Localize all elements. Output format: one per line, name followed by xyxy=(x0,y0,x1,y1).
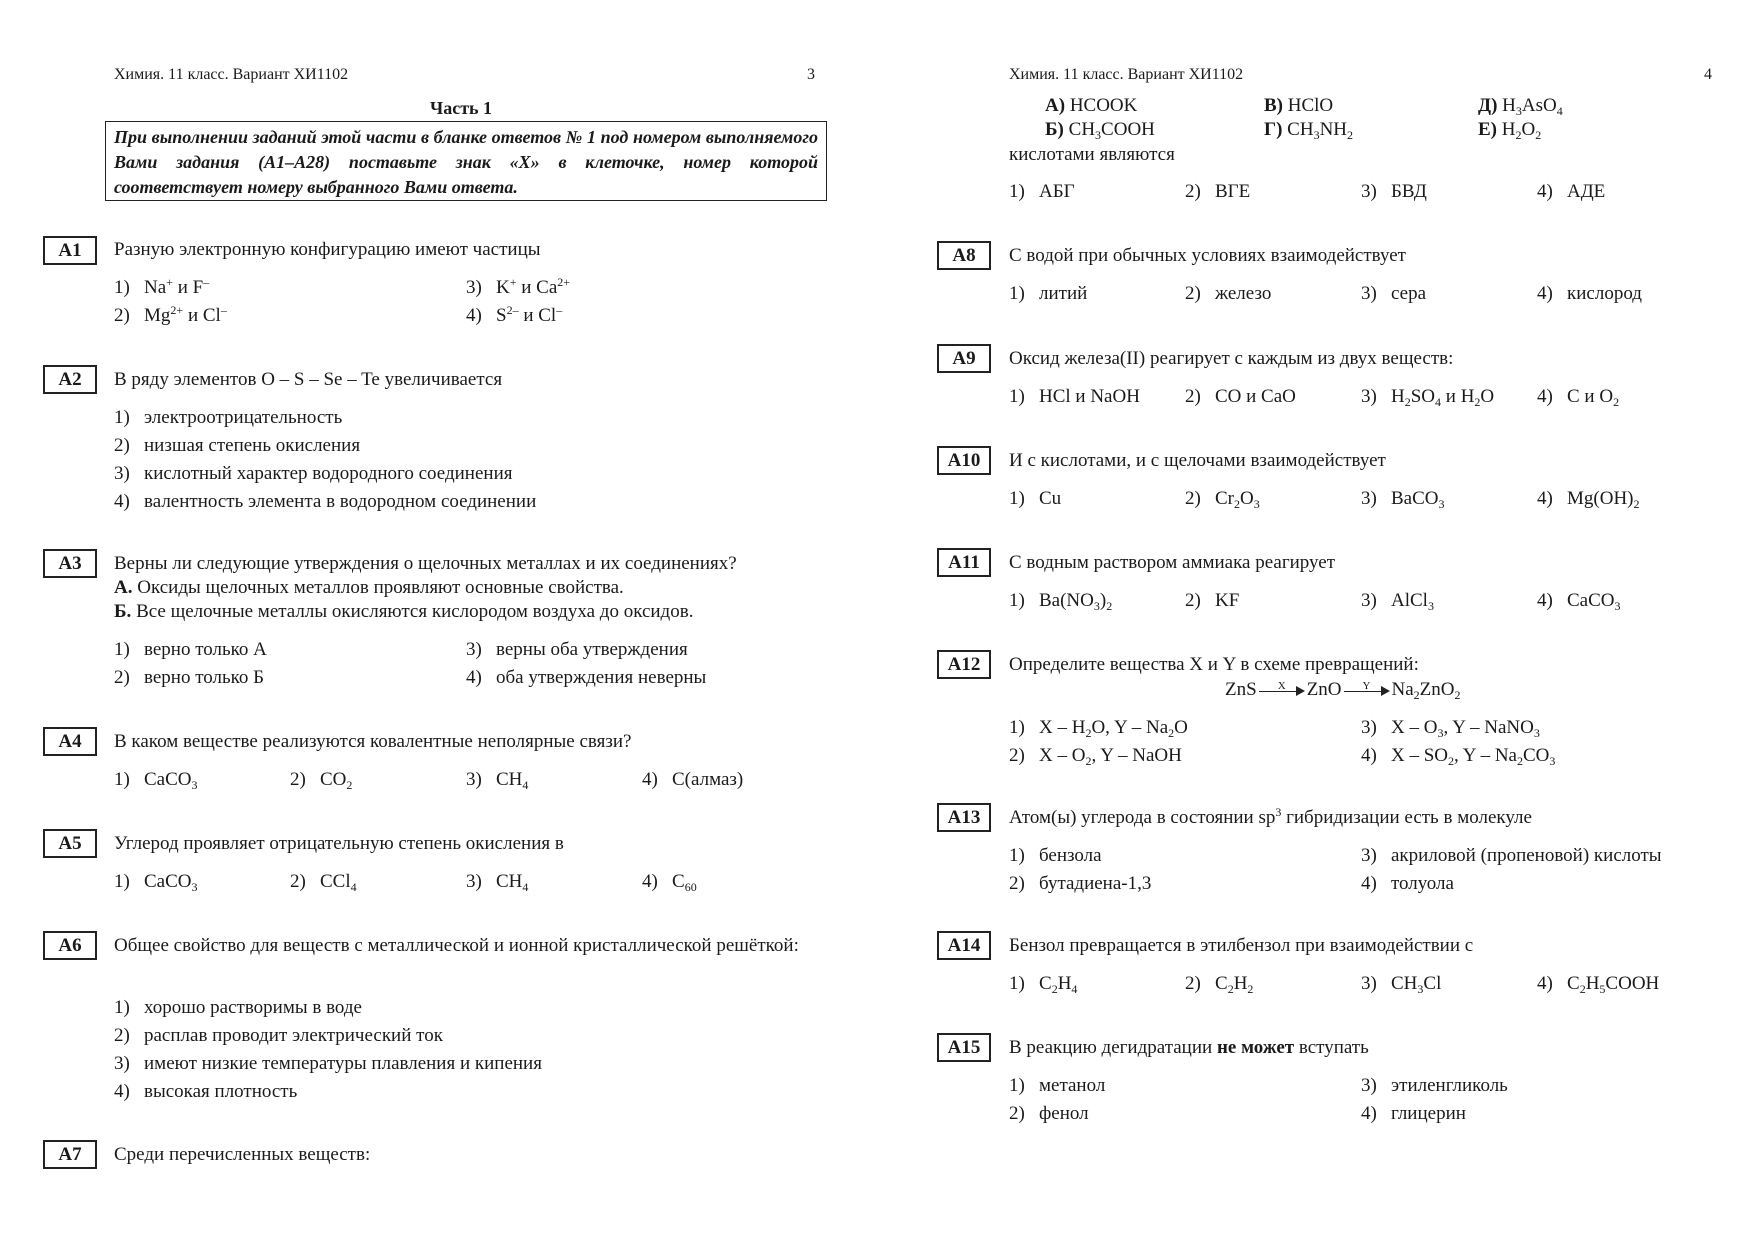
option-a7-3[interactable]: 3) БВД xyxy=(1361,181,1427,202)
option-a15-4[interactable]: 4) глицерин xyxy=(1361,1103,1466,1124)
option-a5-2[interactable]: 2) CCl$_4$ xyxy=(290,871,357,894)
option-a3-1[interactable]: 1) верно только А xyxy=(114,639,267,660)
option-a15-1[interactable]: 1) метанол xyxy=(1009,1075,1106,1096)
arrow-y: Y xyxy=(1344,685,1390,697)
question-tag-a15: А15 xyxy=(937,1033,991,1062)
question-text-a15: В реакцию дегидратации не может вступать xyxy=(1009,1037,1369,1058)
option-a12-4[interactable]: 4) X – $SO_2$, Y – $Na_2CO_3$ xyxy=(1361,745,1556,768)
option-a5-1[interactable]: 1) CaCO$_3$ xyxy=(114,871,198,894)
page-number: 4 xyxy=(1704,66,1712,83)
option-a3-4[interactable]: 4) оба утверждения неверны xyxy=(466,667,707,688)
page-header: Химия. 11 класс. Вариант ХИ1102 xyxy=(1009,66,1244,83)
question-text-a2: В ряду элементов O – S – Se – Te увеличивается xyxy=(114,369,503,390)
question-tag-a9: А9 xyxy=(937,344,991,373)
option-a8-1[interactable]: 1) литий xyxy=(1009,283,1088,304)
statement-b: Б. Все щелочные металлы окисляются кислородом воздуха до оксидов. xyxy=(114,601,694,622)
option-a10-4[interactable]: 4) $Mg(OH)_2$ xyxy=(1537,488,1640,511)
question-text-a13: Атом(ы) углерода в состоянии $sp^3$ гибридизации есть в молекуле xyxy=(1009,805,1532,828)
option-a1-4[interactable]: 4) $S^{2-}$ и Cl– xyxy=(466,303,563,326)
option-a15-3[interactable]: 3) этиленгликоль xyxy=(1361,1075,1508,1096)
option-a11-2[interactable]: 2) KF xyxy=(1185,590,1240,611)
part-title: Часть 1 xyxy=(430,98,493,118)
option-a2-1[interactable]: 1) электроотрицательность xyxy=(114,407,343,428)
option-a6-3[interactable]: 3) имеют низкие температуры плавления и кипения xyxy=(114,1053,542,1074)
question-tag-a13: А13 xyxy=(937,803,991,832)
question-tag-a1: А1 xyxy=(43,236,97,265)
option-a4-2[interactable]: 2) $CO_2$ xyxy=(290,769,353,792)
question-tag-a14: А14 xyxy=(937,931,991,960)
option-a7-2[interactable]: 2) ВГЕ xyxy=(1185,181,1251,202)
option-a6-4[interactable]: 4) высокая плотность xyxy=(114,1081,298,1102)
option-a12-2[interactable]: 2) X – $O_2$, Y – NaOH xyxy=(1009,745,1182,768)
option-a14-1[interactable]: 1) $C_2H_4$ xyxy=(1009,973,1078,996)
question-text-a7: Среди перечисленных веществ: xyxy=(114,1144,371,1165)
substance-e: Е) $H_2O_2$ xyxy=(1478,119,1542,142)
option-a6-2[interactable]: 2) расплав проводит электрический ток xyxy=(114,1025,443,1046)
question-tag-a10: А10 xyxy=(937,446,991,475)
question-tag-a2: А2 xyxy=(43,365,97,394)
option-a4-3[interactable]: 3) $CH_4$ xyxy=(466,769,529,792)
option-a7-4[interactable]: 4) АДЕ xyxy=(1537,181,1606,202)
question-text-a14: Бензол превращается в этилбензол при взаимодействии с xyxy=(1009,935,1474,956)
option-a13-4[interactable]: 4) толуола xyxy=(1361,873,1454,894)
option-a2-4[interactable]: 4) валентность элемента в водородном соединении xyxy=(114,491,537,512)
question-tag-a11: А11 xyxy=(937,548,991,577)
option-a9-4[interactable]: 4) C и $O_2$ xyxy=(1537,386,1620,409)
option-a13-3[interactable]: 3) акриловой (пропеновой) кислоты xyxy=(1361,845,1662,866)
option-a13-2[interactable]: 2) бутадиена-1,3 xyxy=(1009,873,1152,894)
question-tag-a7: А7 xyxy=(43,1140,97,1169)
option-a1-2[interactable]: 2) $Mg^{2+}$ и Cl– xyxy=(114,303,227,326)
question-tag-a4: А4 xyxy=(43,727,97,756)
option-a14-3[interactable]: 3) $CH_3Cl$ xyxy=(1361,973,1442,996)
option-a14-4[interactable]: 4) $C_2H_5COOH$ xyxy=(1537,973,1660,996)
question-text-a10: И с кислотами, и с щелочами взаимодействует xyxy=(1009,450,1386,471)
question-text-a1: Разную электронную конфигурацию имеют частицы xyxy=(114,239,541,260)
question-tag-a8: А8 xyxy=(937,241,991,270)
substance-a: А) HCOOK xyxy=(1045,95,1138,116)
option-a14-2[interactable]: 2) $C_2H_2$ xyxy=(1185,973,1254,996)
option-a1-1[interactable]: 1) Na+ и F– xyxy=(114,275,210,298)
question-text-a12: Определите вещества X и Y в схеме превращений: xyxy=(1009,654,1419,675)
substance-d: Д) $H_3AsO_4$ xyxy=(1478,95,1563,118)
option-a11-3[interactable]: 3) AlCl$_3$ xyxy=(1361,590,1434,613)
instruction-box: При выполнении заданий этой части в бланке ответов № 1 под номером выполняемого Вами задания (А1–А28) поставьте знак «X» в клеточке, номер которой соответствует номеру выбранного Вами ответа. xyxy=(105,121,827,201)
page-right xyxy=(877,0,1754,1239)
option-a2-2[interactable]: 2) низшая степень окисления xyxy=(114,435,361,456)
a7-conclusion: кислотами являются xyxy=(1009,144,1175,165)
option-a3-3[interactable]: 3) верны оба утверждения xyxy=(466,639,688,660)
option-a15-2[interactable]: 2) фенол xyxy=(1009,1103,1089,1124)
option-a10-3[interactable]: 3) BaCO$_3$ xyxy=(1361,488,1445,511)
option-a9-3[interactable]: 3) $H_2SO_4$ и $H_2O$ xyxy=(1361,386,1495,409)
option-a12-1[interactable]: 1) X – $H_2O$, Y – $Na_2O$ xyxy=(1009,717,1188,740)
option-a5-3[interactable]: 3) $CH_4$ xyxy=(466,871,529,894)
option-a5-4[interactable]: 4) $C_{60}$ xyxy=(642,871,697,894)
option-a8-2[interactable]: 2) железо xyxy=(1185,283,1272,304)
substance-b: Б) $CH_3COOH$ xyxy=(1045,119,1155,142)
option-a7-1[interactable]: 1) АБГ xyxy=(1009,181,1075,202)
substance-g: Г) $CH_3NH_2$ xyxy=(1264,119,1354,142)
page-number: 3 xyxy=(807,66,815,83)
question-tag-a12: А12 xyxy=(937,650,991,679)
option-a6-1[interactable]: 1) хорошо растворимы в воде xyxy=(114,997,362,1018)
question-tag-a5: А5 xyxy=(43,829,97,858)
option-a12-3[interactable]: 3) X – $O_3$, Y – NaNO$_3$ xyxy=(1361,717,1540,740)
arrow-x: X xyxy=(1259,685,1305,697)
question-tag-a6: А6 xyxy=(43,931,97,960)
statement-a: А. Оксиды щелочных металлов проявляют основные свойства. xyxy=(114,577,624,598)
substance-v: В) HClO xyxy=(1264,95,1334,116)
page-header: Химия. 11 класс. Вариант ХИ1102 xyxy=(114,66,349,83)
question-text-a3: Верны ли следующие утверждения о щелочных металлах и их соединениях? xyxy=(114,553,737,574)
option-a9-2[interactable]: 2) CO и CaO xyxy=(1185,386,1296,407)
reaction-scheme: ZnS X ZnO Y $Na_2ZnO_2$ xyxy=(1225,679,1461,702)
question-text-a4: В каком веществе реализуются ковалентные неполярные связи? xyxy=(114,731,632,752)
option-a11-1[interactable]: 1) $Ba(NO_3)_2$ xyxy=(1009,590,1113,613)
option-a4-4[interactable]: 4) C(алмаз) xyxy=(642,769,744,790)
question-text-a11: С водным раствором аммиака реагирует xyxy=(1009,552,1336,573)
option-a10-2[interactable]: 2) $Cr_2O_3$ xyxy=(1185,488,1260,511)
option-a4-1[interactable]: 1) CaCO$_3$ xyxy=(114,769,198,792)
option-a8-3[interactable]: 3) сера xyxy=(1361,283,1427,304)
option-a1-3[interactable]: 3) K+ и $Ca^{2+}$ xyxy=(466,275,571,298)
question-text-a5: Углерод проявляет отрицательную степень окисления в xyxy=(114,833,564,854)
question-text-a6: Общее свойство для веществ с металлической и ионной кристаллической решёткой: xyxy=(114,935,799,956)
option-a13-1[interactable]: 1) бензола xyxy=(1009,845,1102,866)
question-text-a8: С водой при обычных условиях взаимодействует xyxy=(1009,245,1406,266)
option-a10-1[interactable]: 1) Cu xyxy=(1009,488,1062,509)
question-text-a9: Оксид железа(II) реагирует с каждым из двух веществ: xyxy=(1009,348,1454,369)
option-a9-1[interactable]: 1) HCl и NaOH xyxy=(1009,386,1140,407)
option-a3-2[interactable]: 2) верно только Б xyxy=(114,667,265,688)
option-a8-4[interactable]: 4) кислород xyxy=(1537,283,1642,304)
option-a2-3[interactable]: 3) кислотный характер водородного соединения xyxy=(114,463,513,484)
question-tag-a3: А3 xyxy=(43,549,97,578)
option-a11-4[interactable]: 4) CaCO$_3$ xyxy=(1537,590,1621,613)
